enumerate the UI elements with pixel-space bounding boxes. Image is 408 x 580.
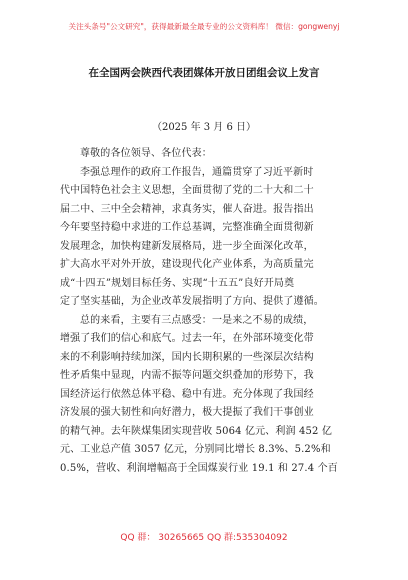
- paragraph-line: 发展理念，加快构建新发展格局，进一步全面深化改革，: [60, 240, 314, 252]
- paragraph-line: 性矛盾集中显现，内需不振等问题交织叠加的形势下，我: [60, 370, 314, 381]
- paragraph-line: 代中国特色社会主义思想，全面贯彻了党的二十大和二十: [60, 185, 314, 196]
- header-promo-note: 关注头条号"公文研究"，获得最新最全最专业的公文资料库！ 微信：gongwenyj: [68, 22, 340, 31]
- paragraph-1: [60, 164, 360, 312]
- paragraph-line: 0.5%，营收、利润增幅高于全国煤炭行业 19.1 和 27.4 个百: [60, 462, 338, 474]
- paragraph-line: 元、工业总产值 3057 亿元，分别同比增长 8.3%、5.2%和: [60, 444, 331, 455]
- paragraph-line: 济发展的强大韧性和向好潜力，极大提振了我们干事创业: [60, 407, 314, 418]
- paragraph-line: 届二中、三中全会精神，求真务实，催人奋进。报告指出: [60, 203, 314, 215]
- paragraph-line: 今年要坚持稳中求进的工作总基调，完整准确全面贯彻新: [60, 222, 314, 233]
- document-body: [60, 145, 360, 478]
- greeting-line: 尊敬的各位领导、各位代表：: [80, 148, 212, 159]
- paragraph-line: 定了坚实基础，为企业改革发展指明了方向、提供了遵循。: [60, 296, 324, 307]
- document-date: （2025 年 3 月 6 日）: [151, 122, 257, 133]
- footer-qq-note: QQ 群： 30265665 QQ 群:535304092: [120, 533, 288, 543]
- paragraph-2: [60, 312, 360, 479]
- paragraph-line: 成“十四五”规划目标任务、实现“十五五”良好开局奠: [60, 277, 295, 289]
- paragraph-line: 李强总理作的政府工作报告，通篇贯穿了习近平新时: [80, 166, 314, 178]
- paragraph-line: 国经济运行依然总体平稳、稳中有进。充分体现了我国经: [60, 388, 314, 400]
- paragraph-line: 扩大高水平对外开放，建设现代化产业体系，为高质量完: [60, 259, 314, 270]
- paragraph-line: 增强了我们的信心和底气。过去一年，在外部环境变化带: [60, 333, 314, 344]
- paragraph-line: 来的不利影响持续加深，国内长期积累的一些深层次结构: [60, 351, 314, 363]
- paragraph-line: 的精气神。去年陕煤集团实现营收 5064 亿元、利润 452 亿: [60, 425, 333, 437]
- document-title: 在全国两会陕西代表团媒体开放日团组会议上发言: [88, 67, 320, 79]
- paragraph-line: 总的来看，主要有三点感受：一是来之不易的成绩，: [80, 314, 314, 326]
